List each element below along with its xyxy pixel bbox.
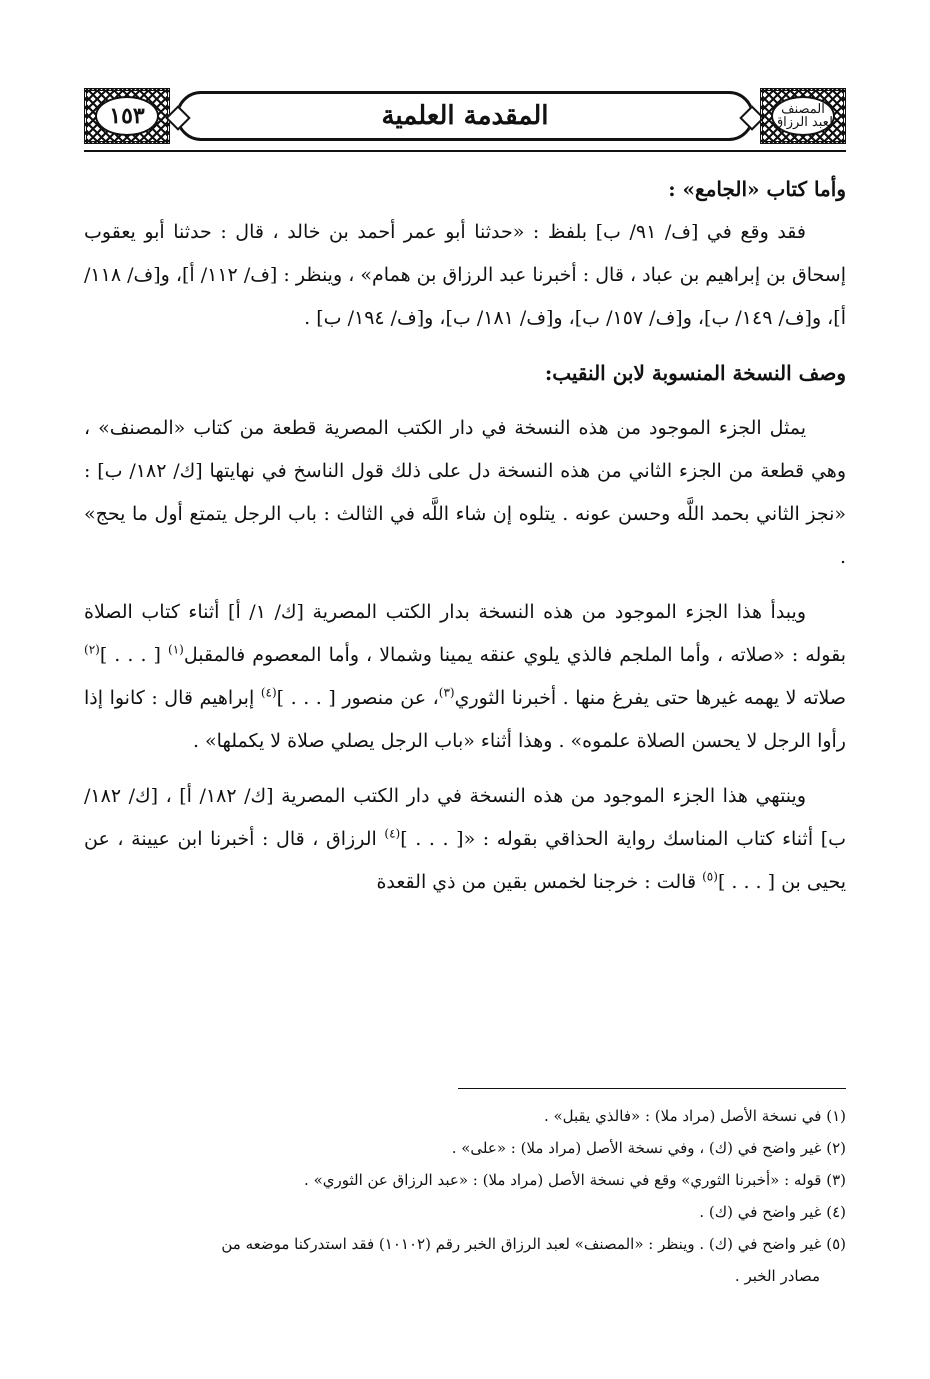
- para3-text-1: ويبدأ هذا الجزء الموجود من هذه النسخة بدار الكتب المصرية [ك/ ١/ أ] أثناء كتاب الصلاة بقوله : «صلاته ، وأما الملجم فالذي يلوي عنقه يمينا وشمالا ، وأما المعصوم فالمقبل: [84, 601, 846, 666]
- paragraph-naqib-beginning: [84, 591, 846, 763]
- para3-text-4: ، عن منصور [ . . . ]: [276, 687, 439, 709]
- para4-text-3: قالت : خرجنا لخمس بقين من ذي القعدة: [376, 871, 697, 893]
- page-number-ornament: [84, 88, 170, 144]
- book-logo-line1: المصنف: [781, 102, 825, 117]
- para4-text-2: الرزاق ، قال : أخبرنا ابن عيينة ، عن يحيى بن [ . . . ]: [84, 828, 846, 893]
- footnote-ref-2: (٢): [84, 642, 100, 657]
- footnote-ref-4: (٤): [260, 685, 277, 700]
- main-text: [84, 168, 846, 904]
- page-number-frame: [95, 96, 159, 136]
- header-rule: [84, 150, 846, 152]
- para4-text-1: وينتهي هذا الجزء الموجود من هذه النسخة في دار الكتب المصرية [ك/ ١٨٢/ أ] ، [ك/ ١٨٢/ ب] أثناء كتاب المناسك رواية الحذاقي بقوله : «[ . . . ]: [84, 785, 846, 850]
- footnote-4: (٤) غير واضح في (ك) .: [699, 1203, 846, 1221]
- footnote-1: (١) في نسخة الأصل (مراد ملا) : «فالذي يقبل» .: [543, 1107, 846, 1125]
- footnote-ref-5: (٥): [702, 869, 718, 884]
- footnotes: [84, 1100, 846, 1292]
- running-title: المقدمة العلمية: [381, 101, 549, 131]
- footnote-separator: [458, 1088, 846, 1089]
- paragraph-naqib-ending: [84, 775, 846, 904]
- footnote-5: (٥) غير واضح في (ك) . وينظر : «المصنف» لعبد الرزاق الخبر رقم (١٠١٠٢) فقد استدركنا موضعه من: [221, 1235, 846, 1253]
- heading-naqib: وصف النسخة المنسوبة لابن النقيب:: [544, 361, 846, 385]
- para3-text-3: صلاته لا يهمه غيرها حتى يفرغ منها . أخبرنا الثوري: [454, 687, 847, 709]
- title-cartouche: [176, 91, 754, 141]
- footnote-5-continuation: مصادر الخبر .: [734, 1267, 820, 1285]
- heading-jami: وأما كتاب «الجامع» :: [668, 177, 846, 201]
- paragraph-jami: فقد وقع في [ف/ ٩١/ ب] بلفظ : «حدثنا أبو عمر أحمد بن خالد ، قال : حدثنا أبو يعقوب إسحاق بن إبراهيم بن عباد ، قال : أخبرنا عبد الرزاق بن همام» ، وينظر : [ف/ ١١٢/ أ]، و[ف/ ١١٨/ أ]، و[ف/ ١٤٩/ ب]، و[ف/ ١٥٧/ ب]، و[ف/ ١٨١/ ب]، و[ف/ ١٩٤/ ب] .: [84, 221, 846, 329]
- page-number: ١٥٣: [109, 103, 145, 129]
- footnote-ref-3: (٣): [438, 685, 455, 700]
- book-logo-ornament: [760, 88, 846, 144]
- footnote-ref-4b: (٤): [384, 826, 401, 841]
- para3-text-2: [ . . . ]: [99, 644, 161, 666]
- para3-text-5: إبراهيم قال : كانوا إذا رأوا الرجل لا يحسن الصلاة علموه» . وهذا أثناء «باب الرجل يصلي صلاة لا يكملها» .: [84, 687, 846, 752]
- book-logo: [771, 96, 835, 136]
- footnote-3: (٣) قوله : «أخبرنا الثوري» وقع في نسخة الأصل (مراد ملا) : «عبد الرزاق عن الثوري» .: [304, 1171, 846, 1189]
- footnote-ref-1: (١): [168, 642, 184, 657]
- book-logo-line2: لعبد الرزاق: [773, 115, 833, 130]
- paragraph-naqib-description: يمثل الجزء الموجود من هذه النسخة في دار الكتب المصرية قطعة من كتاب «المصنف» ، وهي قطعة من الجزء الثاني من هذه النسخة دل على ذلك قول الناسخ في نهايتها [ك/ ١٨٢/ ب] : «نجز الثاني بحمد اللَّه وحسن عونه . يتلوه إن شاء اللَّه في الثالث : باب الرجل يتمتع أول ما يحج» .: [84, 417, 846, 568]
- page-header: [84, 84, 846, 148]
- footnote-2: (٢) غير واضح في (ك) ، وفي نسخة الأصل (مراد ملا) : «على» .: [451, 1139, 846, 1157]
